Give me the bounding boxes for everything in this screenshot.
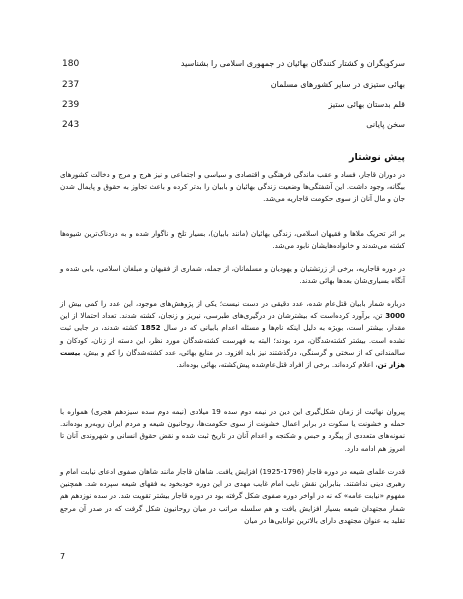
paragraph (60, 298, 405, 371)
toc-page-number: 243 (62, 120, 80, 130)
toc-entry[interactable] (60, 118, 405, 132)
paragraph: در دوره قاجاریه، برخی از زرتشتیان و یهودیان و مسلمانان، از جمله، شماری از فقیهان و مبلغان اسلامی، بابی شده و آنگاه بسیاری‌شان بعدها بهائی شدند. (60, 264, 405, 286)
section-heading: پیش نوشتار (349, 152, 405, 163)
toc-page-number: 239 (62, 100, 80, 110)
paragraph: بر اثر تحریک ملاها و فقیهان اسلامی، زندگی بهائیان (مانند بابیان)، بسیار تلخ و ناگوار شده و به دردناک‌ترین شیوه‌ها کشته می‌شدند و خانواده‌هایشان نابود می‌شد. (60, 229, 405, 251)
bold-phrase: بیست هزار تن (60, 347, 405, 370)
page-number: 7 (60, 552, 66, 561)
paragraph-text: تن، برآورد کرده‌است که بیشترشان در درگیری‌های طبرسی، نیریز و زنجان، کشته شدند. تعداد احتمالا از این مقدار، بیشتر است، بویژه به دلیل اینکه نام‌ها و مسئله اعدام بابیانی که در سال (60, 311, 405, 333)
toc-entry[interactable] (60, 57, 405, 71)
paragraph-text: کشته شدند، در جایی ثبت نشده است. بیشتر کشته‌شدگان، مرد بودند؛ البته به فهرست کشته‌شدگان مورد نظر، این دسته از زنان، کودکان و سالمندانی که از سختی و گرسنگی، درگذشتند نیز باید افزود. در منابع بهائی، عدد کشته‌شدگان را کم و بیش، (60, 323, 405, 357)
toc-entry[interactable] (60, 98, 405, 112)
bold-year: 1852 (140, 323, 161, 333)
toc-title: بهائی ستیزی در سایر کشورهای مسلمان (270, 80, 405, 89)
toc-title: قلم بدستان بهائی ستیز (328, 100, 405, 109)
toc-page-number: 180 (62, 59, 80, 69)
toc-entry[interactable] (60, 78, 405, 92)
paragraph: در دوران قاجار، فساد و عقب ماندگی فرهنگی و اقتصادی و سیاسی و اجتماعی و نیز هرج و مرج و دخالت کشورهای بیگانه، وجود داشت. این آشفتگی‌ها وضعیت زندگی بهائیان و بابیان را بدتر کرده و باعث تجاوز به حقوق و پایمال شدن جان و مال آنان از سوی حکومت قاجاریه می‌شد. (60, 170, 405, 204)
paragraph-text: ، اعلام کرده‌اند. برخی از افراد قتل‌عام‌شده پیش‌کشته، بهائی بوده‌اند. (176, 360, 378, 370)
toc-page-number: 237 (62, 80, 80, 90)
paragraph-text: درباره شمار بابیان قتل‌عام شده، عدد دقیقی در دست نیست؛ یکی از پژوهش‌های موجود، این عدد را کمی بیش از (60, 299, 405, 308)
toc-title: سخن پایانی (366, 120, 405, 129)
bold-number: 3000 (385, 311, 405, 321)
paragraph: پیروان نهائیت از زمان شکل‌گیری این دین در نیمه دوم سده 19 میلادی (نیمه دوم سده سیزدهم هجری) همواره با حمله و خشونت یا سکوت در برابر اعمال خشونت از سوی حکومت‌ها، روحانیون شیعه و مردم ایران روبه‌رو بوده‌اند. نمونه‌های متعددی از پیگرد و حبس و شکنجه و اعدام آنان در تاریخ ثبت شده و نقض حقوق انسانی و شهروندی آنان تا امروز هم ادامه دارد. (60, 407, 405, 453)
paragraph: قدرت علمای شیعه در دوره قاجار (1796-1925) افزایش یافت. شاهان قاجار مانند شاهان صفوی ادعای نیابت امام و رهبری دینی نداشتند. بنابراین نقش نایب امام غایب مهدی در این دوره خودبخود به فقهای شیعه سپرده شد. همچنین مفهوم «نیابت عامه» که نه در اواخر دوره صفوی شکل گرفته بود در دوره قاجار بیشتر تقویت شد. در سده نوزدهم هم شمار مجتهدان شیعه بسیار افزایش یافت و هم سلسله مراتب در میان روحانیون شکل گرفت که در صدر آن مرجع تقلید به عنوان مجتهدی دارای بالاترین توانایی‌ها در میان (60, 467, 405, 525)
toc-title: سرکوبگران و کشتار کنندگان بهائیان در جمهوری اسلامی را بشناسید (180, 59, 405, 68)
